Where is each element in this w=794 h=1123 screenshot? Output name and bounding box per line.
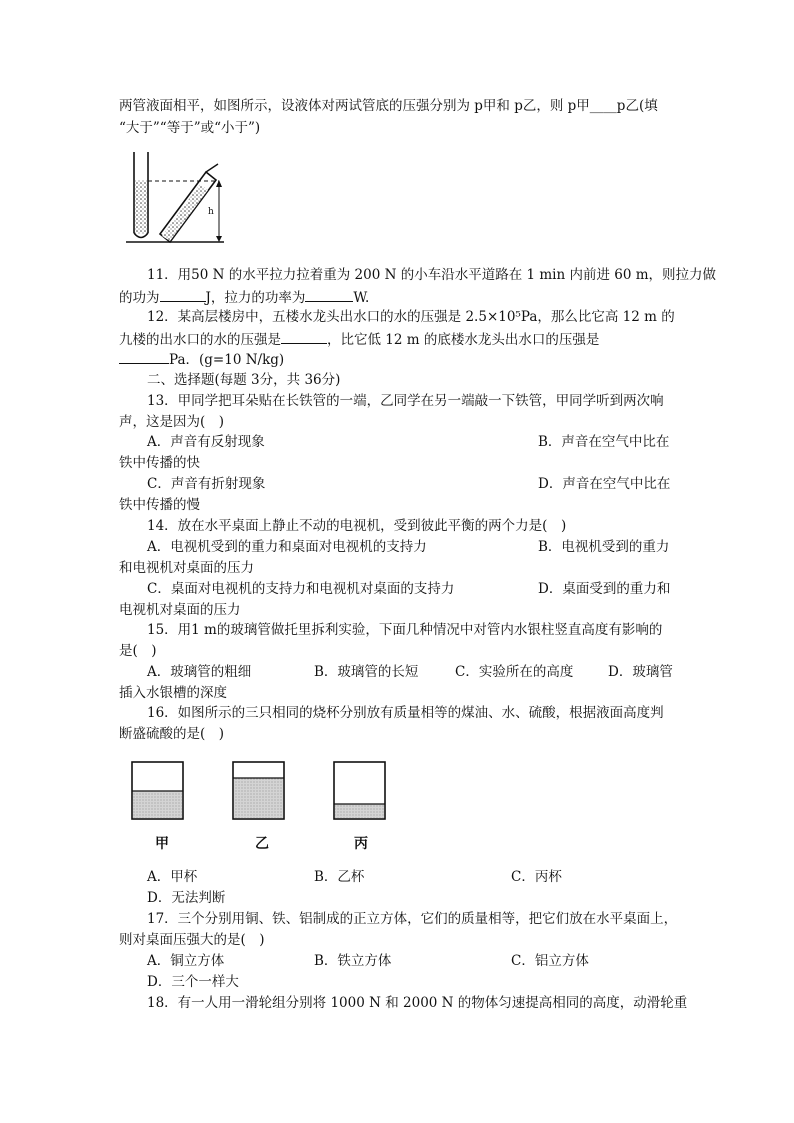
q15-line-2: 是( )	[119, 643, 157, 659]
intro-line-1: 两管液面相平，如图所示，设液体对两试管底的压强分别为 p甲和 p乙，则 p甲____p乙(填	[119, 98, 658, 114]
q12-blank-2	[119, 349, 169, 364]
q16-option-d: D．无法判断	[147, 890, 226, 906]
q14-option-d-cont: 电视机对桌面的压力	[119, 602, 241, 618]
q15-option-a: A．玻璃管的粗细	[147, 664, 252, 680]
q13-option-d: D．声音在空气中比在	[538, 476, 671, 492]
q12-line-2	[119, 329, 599, 350]
q14-line-1: 14．放在水平桌面上静止不动的电视机，受到彼此平衡的两个力是( )	[147, 518, 567, 534]
q12-text-b: ，比它低 12 m 的底楼水龙头出水口的压强是	[327, 332, 600, 348]
q15-option-c: C．实验所在的高度	[455, 664, 574, 680]
q15-line-1: 15．用1 m的玻璃管做托里拆利实验，下面几种情况中对管内水银柱竖直高度有影响的	[147, 622, 663, 638]
q13-option-d-cont: 铁中传播的慢	[119, 497, 200, 513]
q17-option-b: B．铁立方体	[314, 953, 392, 969]
q13-option-c: C．声音有折射现象	[147, 476, 266, 492]
q18-line-1: 18．有一人用一滑轮组分别将 1000 N 和 2000 N 的物体匀速提高相同的高度，动滑轮重	[147, 995, 688, 1011]
q14-option-a: A．电视机受到的重力和桌面对电视机的支持力	[147, 539, 427, 555]
q11-text-b: J，拉力的功率为	[205, 290, 306, 306]
section-heading: 二、选择题(每题 3分，共 36分)	[147, 372, 341, 388]
q13-option-b: B．声音在空气中比在	[538, 434, 670, 450]
beakers-figure	[130, 760, 390, 822]
cup-label-yi: 乙	[255, 836, 269, 852]
q17-option-a: A．铜立方体	[147, 953, 225, 969]
q11-line-2	[119, 287, 369, 308]
intro-line-2: “大于”“等于”或“小于”)	[119, 120, 261, 136]
q16-option-b: B．乙杯	[314, 869, 365, 885]
h-label: h	[208, 207, 214, 217]
q13-option-b-cont: 铁中传播的快	[119, 455, 200, 471]
test-tubes-figure	[124, 150, 226, 244]
q17-option-c: C．铝立方体	[511, 953, 589, 969]
cup-label-bing: 丙	[354, 836, 368, 852]
q13-option-a: A．声音有反射现象	[147, 434, 265, 450]
q11-line-1: 11．用50 N 的水平拉力拉着重为 200 N 的小车沿水平道路在 1 min 内前进 60 m，则拉力做	[147, 267, 717, 283]
cup-label-jia: 甲	[155, 836, 169, 852]
q12-text-a: 九楼的出水口的水的压强是	[119, 332, 281, 348]
q16-line-2: 断盛硫酸的是( )	[119, 726, 225, 742]
q11-text-c: W.	[353, 290, 370, 306]
q14-option-b: B．电视机受到的重力	[538, 539, 670, 555]
q16-option-a: A．甲杯	[147, 869, 198, 885]
q11-text-a: 的功为	[119, 290, 160, 306]
q11-blank-2	[305, 287, 353, 302]
q14-option-c: C．桌面对电视机的支持力和电视机对桌面的支持力	[147, 581, 455, 597]
q12-line-1: 12．某高层楼房中，五楼水龙头出水口的水的压强是 2.5×10⁵Pa，那么比它高 12 m 的	[147, 309, 675, 325]
q16-option-c: C．丙杯	[511, 869, 562, 885]
q13-line-2: 声，这是因为( )	[119, 414, 225, 430]
q17-line-1: 17．三个分别用铜、铁、铝制成的正立方体，它们的质量相等，把它们放在水平桌面上，	[147, 911, 678, 927]
q14-option-d: D．桌面受到的重力和	[538, 581, 671, 597]
q15-option-b: B．玻璃管的长短	[314, 664, 419, 680]
q13-line-1: 13．甲同学把耳朵贴在长铁管的一端，乙同学在另一端敲一下铁管，甲同学听到两次响	[147, 393, 664, 409]
q17-line-2: 则对桌面压强大的是( )	[119, 932, 265, 948]
q15-option-d-cont: 插入水银槽的深度	[119, 685, 227, 701]
q12-line-3	[119, 349, 284, 370]
q15-option-d: D．玻璃管	[608, 664, 673, 680]
q16-line-1: 16．如图所示的三只相同的烧杯分别放有质量相等的煤油、水、硫酸，根据液面高度判	[147, 705, 664, 721]
q11-blank-1	[160, 287, 206, 302]
q14-option-b-cont: 和电视机对桌面的压力	[119, 560, 254, 576]
q12-blank-1	[281, 329, 327, 344]
q17-option-d: D．三个一样大	[147, 974, 239, 990]
q12-text-c: Pa．(g=10 N/kg)	[169, 352, 285, 368]
